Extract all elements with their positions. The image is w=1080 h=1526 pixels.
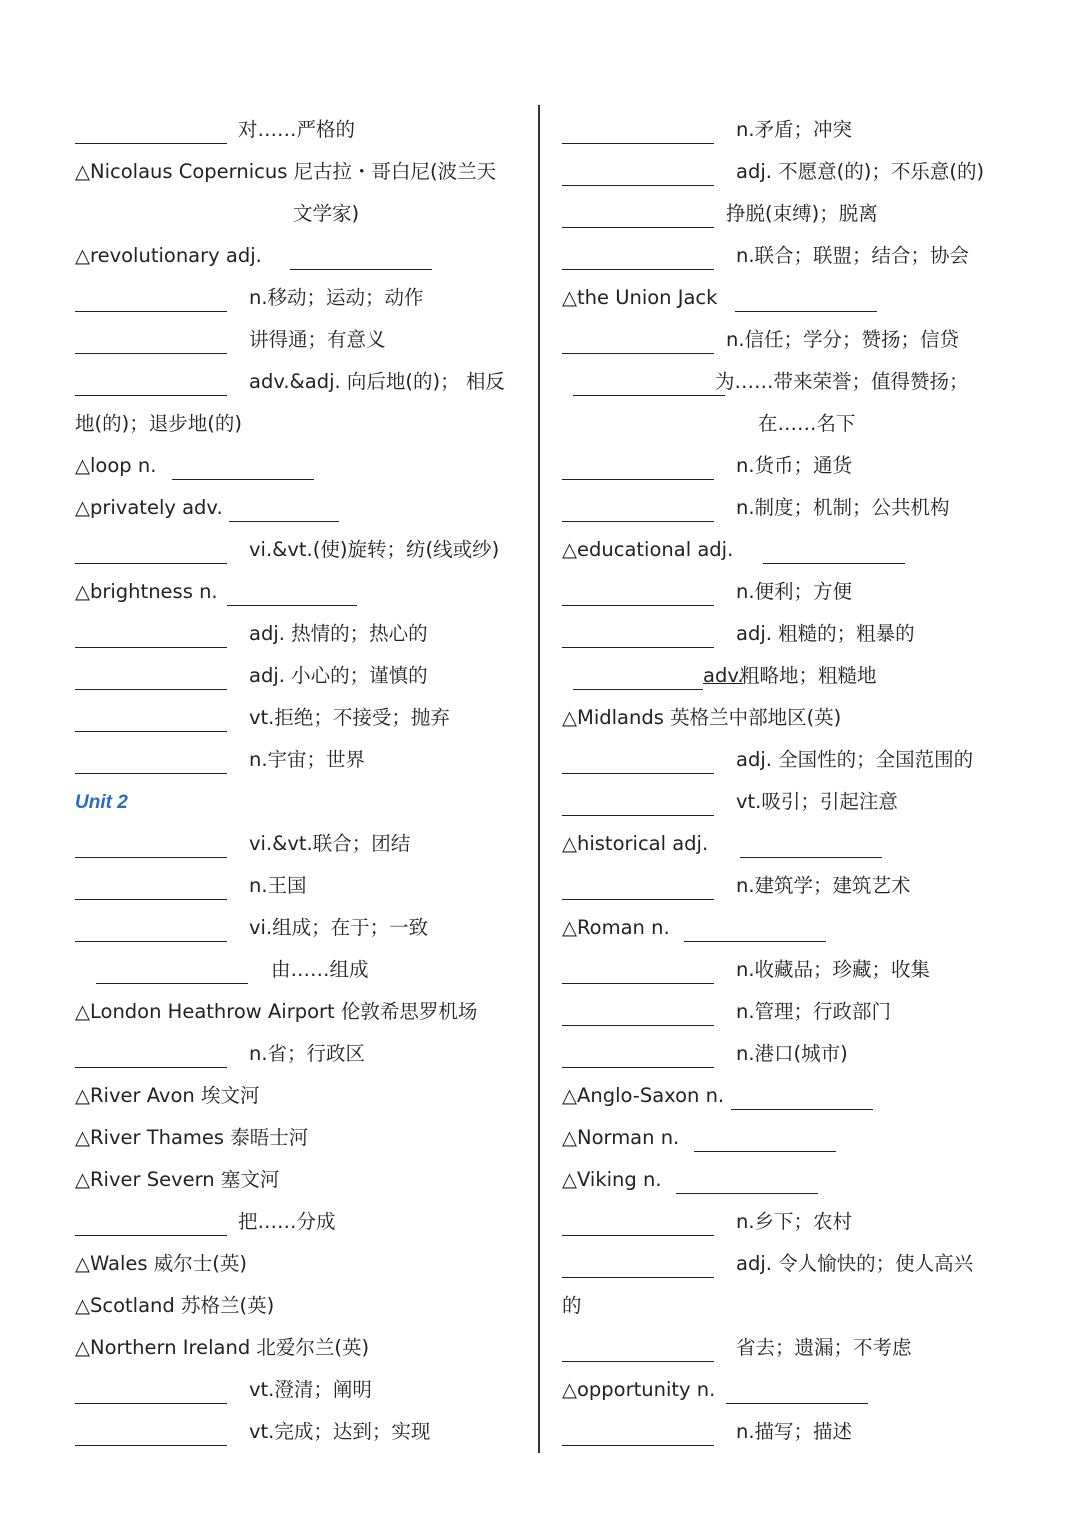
vocab-row bbox=[75, 697, 525, 739]
answer-blank[interactable] bbox=[75, 915, 227, 942]
answer-blank[interactable] bbox=[229, 495, 339, 522]
vocab-row bbox=[75, 1201, 525, 1243]
term-entry: △Nicolaus Copernicus 尼古拉・哥白尼(波兰天 bbox=[75, 160, 497, 183]
definition-text: n.宇宙；世界 bbox=[249, 748, 366, 771]
term-entry: △River Severn 塞文河 bbox=[75, 1168, 280, 1191]
term-entry: △revolutionary adj. bbox=[75, 244, 262, 267]
vocab-row bbox=[562, 1033, 1032, 1075]
term-entry: △educational adj. bbox=[562, 538, 734, 561]
answer-blank[interactable] bbox=[75, 1377, 227, 1404]
definition-text: vi.&vt.联合；团结 bbox=[249, 832, 411, 855]
vocab-row bbox=[562, 781, 1032, 823]
answer-blank[interactable] bbox=[75, 831, 227, 858]
answer-blank[interactable] bbox=[562, 1251, 714, 1278]
answer-blank[interactable] bbox=[75, 1041, 227, 1068]
term-entry: △the Union Jack bbox=[562, 286, 718, 309]
vocab-row bbox=[75, 1117, 525, 1159]
term-entry: △Northern Ireland 北爱尔兰(英) bbox=[75, 1336, 370, 1359]
answer-blank[interactable] bbox=[75, 537, 227, 564]
answer-blank[interactable] bbox=[227, 579, 357, 606]
vocab-row bbox=[75, 1075, 525, 1117]
vocab-row bbox=[75, 487, 525, 529]
answer-blank[interactable] bbox=[75, 747, 227, 774]
term-entry: △Scotland 苏格兰(英) bbox=[75, 1294, 275, 1317]
answer-blank[interactable] bbox=[75, 663, 227, 690]
vocab-row bbox=[75, 991, 525, 1033]
vocab-row bbox=[75, 655, 525, 697]
term-entry: △Anglo-Saxon n. bbox=[562, 1084, 725, 1107]
vocab-row bbox=[75, 571, 525, 613]
vocab-row bbox=[562, 991, 1032, 1033]
vocab-row bbox=[562, 1285, 1032, 1327]
vocab-row bbox=[562, 403, 1032, 445]
vocab-row bbox=[562, 235, 1032, 277]
definition-text: n.移动；运动；动作 bbox=[249, 286, 424, 309]
definition-text: n.便利；方便 bbox=[736, 580, 853, 603]
term-entry: △brightness n. bbox=[75, 580, 218, 603]
continuation-text: 在……名下 bbox=[758, 412, 856, 435]
answer-blank[interactable] bbox=[562, 201, 714, 228]
definition-text: n.港口(城市) bbox=[736, 1042, 848, 1065]
vocab-row bbox=[75, 109, 525, 151]
answer-blank[interactable] bbox=[731, 1083, 873, 1110]
left-column bbox=[75, 109, 525, 1453]
vocab-row bbox=[75, 235, 525, 277]
answer-blank[interactable] bbox=[573, 663, 703, 690]
answer-blank[interactable] bbox=[75, 117, 227, 144]
answer-blank[interactable] bbox=[763, 537, 905, 564]
vocab-row bbox=[562, 571, 1032, 613]
vocab-row bbox=[562, 823, 1032, 865]
answer-blank[interactable] bbox=[75, 327, 227, 354]
definition-text: 挣脱(束缚)；脱离 bbox=[726, 202, 878, 225]
column-divider bbox=[538, 105, 540, 1453]
definition-text: 为……带来荣誉；值得赞扬； bbox=[715, 370, 969, 393]
term-entry: △Midlands 英格兰中部地区(英) bbox=[562, 706, 842, 729]
answer-blank[interactable] bbox=[75, 1419, 227, 1446]
definition-text: vt.完成；达到；实现 bbox=[249, 1420, 431, 1443]
vocab-row bbox=[562, 277, 1032, 319]
definition-text: n.建筑学；建筑艺术 bbox=[736, 874, 911, 897]
definition-text: n.管理；行政部门 bbox=[736, 1000, 892, 1023]
vocab-row bbox=[75, 529, 525, 571]
vocab-row bbox=[75, 151, 525, 193]
vocab-row bbox=[562, 1243, 1032, 1285]
answer-blank[interactable] bbox=[172, 453, 314, 480]
continuation-text: 的 bbox=[562, 1294, 582, 1317]
definition-text: adj. 令人愉快的；使人高兴 bbox=[736, 1252, 974, 1275]
answer-blank[interactable] bbox=[562, 1209, 714, 1236]
vocab-row bbox=[75, 1285, 525, 1327]
vocab-row bbox=[75, 1243, 525, 1285]
definition-text: n.联合；联盟；结合；协会 bbox=[736, 244, 970, 267]
answer-blank[interactable] bbox=[75, 873, 227, 900]
answer-blank[interactable] bbox=[573, 369, 725, 396]
vocab-row bbox=[562, 865, 1032, 907]
answer-blank[interactable] bbox=[562, 873, 714, 900]
vocab-row bbox=[562, 739, 1032, 781]
vocab-row bbox=[562, 1411, 1032, 1453]
pos-label: adv. bbox=[703, 664, 744, 687]
vocab-row bbox=[75, 1033, 525, 1075]
answer-blank[interactable] bbox=[562, 957, 714, 984]
vocab-row bbox=[75, 445, 525, 487]
vocab-row bbox=[562, 1075, 1032, 1117]
answer-blank[interactable] bbox=[562, 789, 714, 816]
vocab-row bbox=[562, 1117, 1032, 1159]
vocab-row bbox=[562, 697, 1032, 739]
right-column bbox=[562, 109, 1032, 1453]
continuation-text: 文学家) bbox=[293, 202, 360, 225]
term-entry: △Norman n. bbox=[562, 1126, 680, 1149]
definition-text: n.货币；通货 bbox=[736, 454, 853, 477]
vocab-row bbox=[75, 949, 525, 991]
vocab-row bbox=[562, 319, 1032, 361]
definition-text: vt.拒绝；不接受；抛弃 bbox=[249, 706, 450, 729]
answer-blank[interactable] bbox=[562, 159, 714, 186]
term-entry: △historical adj. bbox=[562, 832, 709, 855]
vocab-row bbox=[75, 907, 525, 949]
vocab-row bbox=[75, 781, 525, 823]
term-entry: △River Avon 埃文河 bbox=[75, 1084, 260, 1107]
definition-text: 由……组成 bbox=[271, 958, 369, 981]
vocab-row bbox=[562, 151, 1032, 193]
vocab-row bbox=[562, 109, 1032, 151]
vocab-row bbox=[562, 655, 1032, 697]
vocab-row bbox=[75, 1411, 525, 1453]
definition-text: n.描写；描述 bbox=[736, 1420, 853, 1443]
answer-blank[interactable] bbox=[676, 1167, 818, 1194]
term-entry: △River Thames 泰晤士河 bbox=[75, 1126, 309, 1149]
answer-blank[interactable] bbox=[726, 1377, 868, 1404]
vocab-row bbox=[75, 823, 525, 865]
definition-text: adj. 粗糙的；粗暴的 bbox=[736, 622, 915, 645]
answer-blank[interactable] bbox=[562, 1041, 714, 1068]
vocab-row bbox=[562, 1159, 1032, 1201]
vocab-row bbox=[562, 907, 1032, 949]
answer-blank[interactable] bbox=[562, 999, 714, 1026]
vocab-row bbox=[75, 613, 525, 655]
vocab-row bbox=[562, 445, 1032, 487]
answer-blank[interactable] bbox=[562, 621, 714, 648]
vocab-row bbox=[75, 1369, 525, 1411]
vocab-row bbox=[75, 865, 525, 907]
answer-blank[interactable] bbox=[694, 1125, 836, 1152]
vocab-row bbox=[75, 403, 525, 445]
vocab-row bbox=[562, 529, 1032, 571]
vocab-row bbox=[562, 1327, 1032, 1369]
vocab-row bbox=[562, 613, 1032, 655]
vocab-row bbox=[562, 193, 1032, 235]
answer-blank[interactable] bbox=[562, 243, 714, 270]
definition-text: vt.澄清；阐明 bbox=[249, 1378, 372, 1401]
definition-text: n.收藏品；珍藏；收集 bbox=[736, 958, 931, 981]
definition-text: 粗略地；粗糙地 bbox=[740, 664, 877, 687]
term-entry: △Wales 威尔士(英) bbox=[75, 1252, 247, 1275]
answer-blank[interactable] bbox=[75, 285, 227, 312]
vocab-row bbox=[562, 949, 1032, 991]
vocab-row bbox=[562, 1201, 1032, 1243]
definition-text: 对……严格的 bbox=[238, 118, 356, 141]
term-entry: △Viking n. bbox=[562, 1168, 662, 1191]
answer-blank[interactable] bbox=[562, 453, 714, 480]
definition-text: vt.吸引；引起注意 bbox=[736, 790, 898, 813]
term-entry: △loop n. bbox=[75, 454, 157, 477]
definition-text: adj. 热情的；热心的 bbox=[249, 622, 428, 645]
definition-text: 讲得通；有意义 bbox=[249, 328, 386, 351]
definition-text: adj. 不愿意(的)；不乐意(的) bbox=[736, 160, 985, 183]
term-entry: △London Heathrow Airport 伦敦希思罗机场 bbox=[75, 1000, 478, 1023]
answer-blank[interactable] bbox=[740, 831, 882, 858]
answer-blank[interactable] bbox=[75, 705, 227, 732]
continuation-text: 地(的)；退步地(的) bbox=[75, 412, 242, 435]
definition-text: vi.&vt.(使)旋转；纺(线或纱) bbox=[249, 538, 500, 561]
unit-heading: Unit 2 bbox=[75, 792, 128, 813]
answer-blank[interactable] bbox=[562, 747, 714, 774]
answer-blank[interactable] bbox=[290, 243, 432, 270]
answer-blank[interactable] bbox=[562, 1335, 714, 1362]
answer-blank[interactable] bbox=[562, 579, 714, 606]
vocab-row bbox=[562, 361, 1032, 403]
vocab-row bbox=[75, 739, 525, 781]
answer-blank[interactable] bbox=[735, 285, 877, 312]
vocab-row bbox=[75, 1159, 525, 1201]
definition-text: vi.组成；在于；一致 bbox=[249, 916, 429, 939]
vocab-row bbox=[562, 487, 1032, 529]
definition-text: n.制度；机制；公共机构 bbox=[736, 496, 950, 519]
answer-blank[interactable] bbox=[562, 327, 714, 354]
answer-blank[interactable] bbox=[75, 621, 227, 648]
term-entry: △privately adv. bbox=[75, 496, 223, 519]
vocab-row bbox=[562, 1369, 1032, 1411]
vocab-row bbox=[75, 193, 525, 235]
vocab-row bbox=[75, 319, 525, 361]
answer-blank[interactable] bbox=[96, 957, 248, 984]
definition-text: n.信任；学分；赞扬；信贷 bbox=[726, 328, 960, 351]
term-entry: △opportunity n. bbox=[562, 1378, 716, 1401]
definition-text: n.乡下；农村 bbox=[736, 1210, 853, 1233]
definition-text: n.王国 bbox=[249, 874, 307, 897]
definition-text: 把……分成 bbox=[238, 1210, 336, 1233]
definition-text: adj. 小心的；谨慎的 bbox=[249, 664, 428, 687]
answer-blank[interactable] bbox=[562, 117, 714, 144]
definition-text: n.省；行政区 bbox=[249, 1042, 366, 1065]
vocab-row bbox=[75, 1327, 525, 1369]
vocab-row bbox=[75, 361, 525, 403]
definition-text: 省去；遗漏；不考虑 bbox=[736, 1336, 912, 1359]
definition-text: n.矛盾；冲突 bbox=[736, 118, 853, 141]
definition-text: adj. 全国性的；全国范围的 bbox=[736, 748, 974, 771]
answer-blank[interactable] bbox=[562, 1419, 714, 1446]
definition-text: adv.&adj. 向后地(的)； 相反 bbox=[249, 370, 505, 393]
answer-blank[interactable] bbox=[75, 1209, 227, 1236]
vocab-row bbox=[75, 277, 525, 319]
answer-blank[interactable] bbox=[562, 495, 714, 522]
term-entry: △Roman n. bbox=[562, 916, 670, 939]
answer-blank[interactable] bbox=[684, 915, 826, 942]
answer-blank[interactable] bbox=[75, 369, 227, 396]
